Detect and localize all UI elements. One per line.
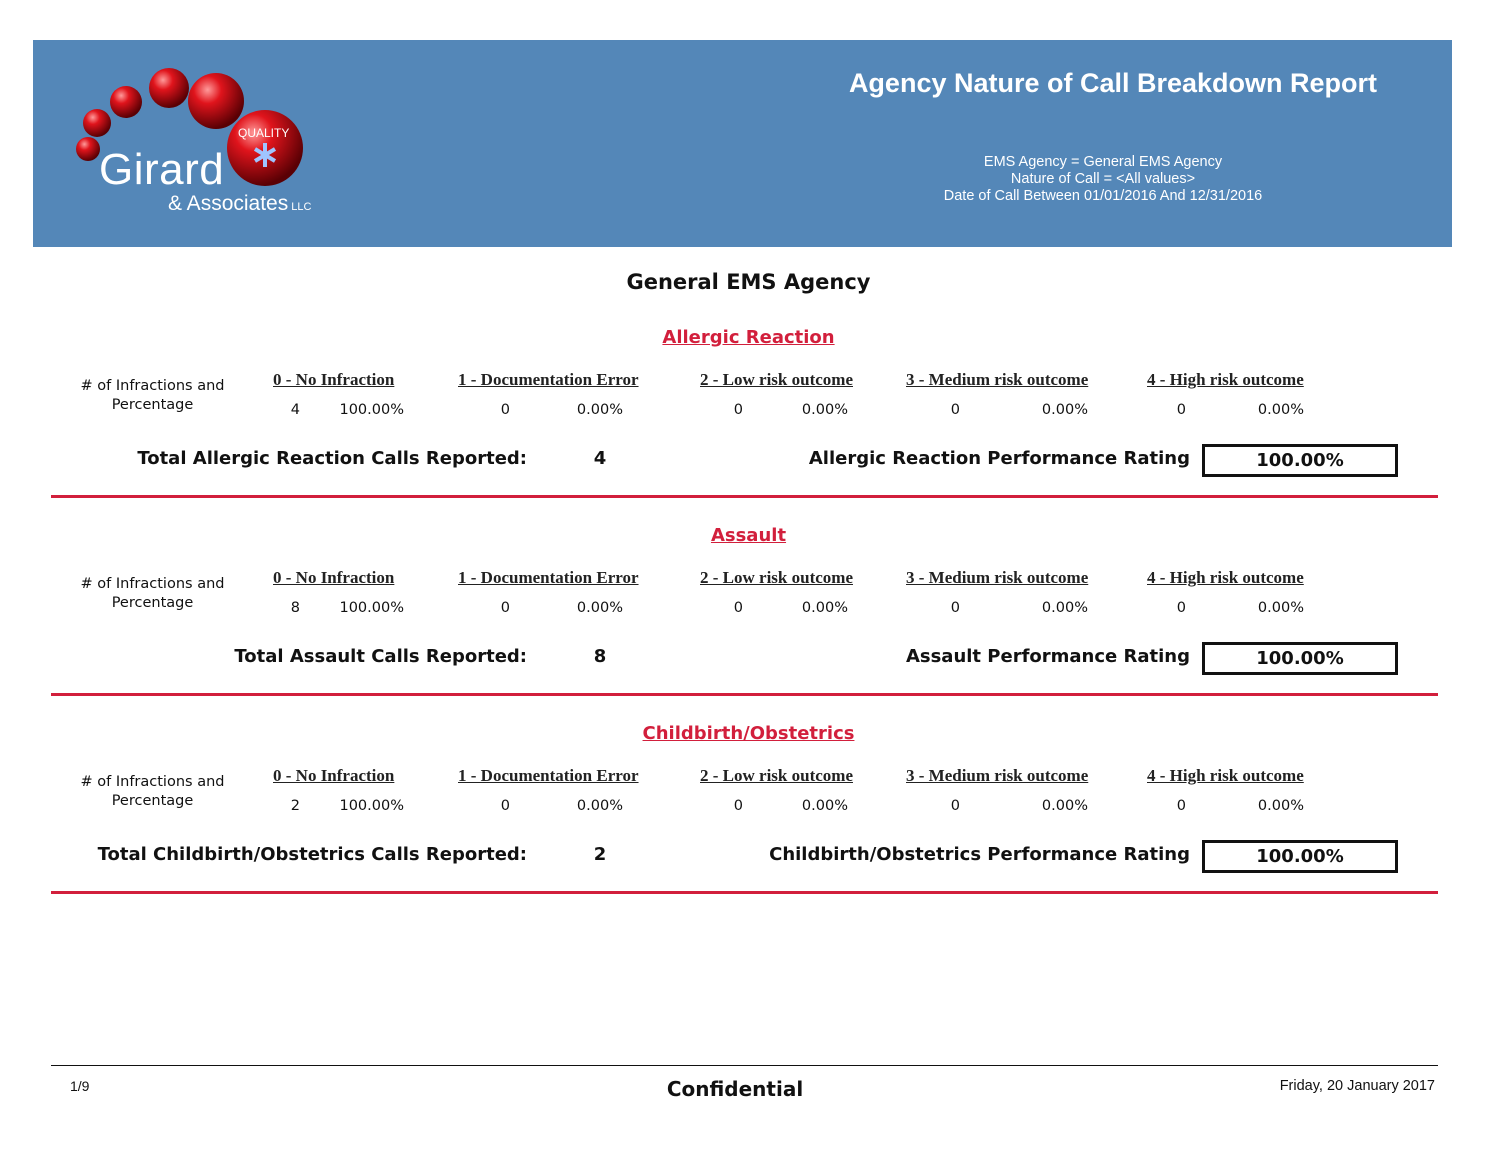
performance-rating-label: Assault Performance Rating: [905, 646, 1190, 667]
column-header: 4 - High risk outcome: [1147, 370, 1304, 389]
infraction-percent: 0.00%: [1257, 798, 1304, 814]
infraction-count: 0: [733, 402, 743, 418]
total-calls-value: 2: [593, 844, 607, 865]
infraction-count: 0: [1176, 600, 1186, 616]
company-logo: [33, 40, 363, 247]
total-calls-value: 4: [593, 448, 607, 469]
column-header: 1 - Documentation Error: [458, 766, 639, 785]
infraction-percent: 0.00%: [1257, 600, 1304, 616]
report-header-banner: [33, 40, 1452, 247]
infraction-count: 2: [290, 798, 300, 814]
infraction-percent: 100.00%: [339, 402, 404, 418]
infraction-count: 0: [1176, 402, 1186, 418]
filter-agency: EMS Agency = General EMS Agency: [983, 154, 1223, 170]
column-header: 3 - Medium risk outcome: [906, 766, 1089, 785]
infraction-count: 8: [290, 600, 300, 616]
report-title: Agency Nature of Call Breakdown Report: [848, 68, 1378, 98]
column-header: 2 - Low risk outcome: [700, 568, 853, 587]
infractions-label: # of Infractions and Percentage: [80, 576, 225, 611]
infraction-percent: 0.00%: [801, 402, 848, 418]
infraction-percent: 0.00%: [1041, 798, 1088, 814]
performance-rating-label: Allergic Reaction Performance Rating: [808, 448, 1190, 469]
column-header: 2 - Low risk outcome: [700, 370, 853, 389]
infraction-count: 0: [500, 402, 510, 418]
column-header: 0 - No Infraction: [273, 766, 395, 785]
report-date: Friday, 20 January 2017: [1279, 1078, 1435, 1094]
section-title: Assault: [710, 525, 787, 546]
infractions-label: # of Infractions and Percentage: [80, 774, 225, 809]
infraction-percent: 0.00%: [576, 600, 623, 616]
column-header: 1 - Documentation Error: [458, 370, 639, 389]
infraction-count: 0: [1176, 798, 1186, 814]
column-header: 4 - High risk outcome: [1147, 568, 1304, 587]
call-type-section: [0, 723, 1485, 923]
logo-wordmark: Girard: [99, 145, 225, 194]
logo-quality-text: QUALITY: [238, 126, 290, 140]
filter-date: Date of Call Between 01/01/2016 And 12/31/2016: [943, 188, 1263, 204]
infraction-count: 0: [500, 600, 510, 616]
section-title: Childbirth/Obstetrics: [642, 723, 855, 744]
performance-rating-value: 100.00%: [1202, 642, 1398, 675]
total-calls-label: Total Allergic Reaction Calls Reported:: [137, 448, 527, 469]
infraction-count: 4: [290, 402, 300, 418]
performance-rating-value: 100.00%: [1202, 444, 1398, 477]
infraction-count: 0: [733, 600, 743, 616]
footer-divider: [51, 1065, 1438, 1066]
infraction-count: 0: [950, 402, 960, 418]
infraction-percent: 0.00%: [576, 798, 623, 814]
column-header: 1 - Documentation Error: [458, 568, 639, 587]
infraction-count: 0: [500, 798, 510, 814]
page-number: 1/9: [70, 1078, 90, 1094]
total-calls-value: 8: [593, 646, 607, 667]
infraction-percent: 100.00%: [339, 600, 404, 616]
column-header: 3 - Medium risk outcome: [906, 568, 1089, 587]
infraction-percent: 0.00%: [1257, 402, 1304, 418]
logo-subtitle: & Associates LLC: [168, 192, 312, 215]
infraction-percent: 0.00%: [801, 798, 848, 814]
infraction-percent: 100.00%: [339, 798, 404, 814]
column-header: 3 - Medium risk outcome: [906, 370, 1089, 389]
report-filters: [853, 154, 1353, 205]
infraction-count: 0: [950, 600, 960, 616]
confidential-label: Confidential: [666, 1077, 804, 1101]
column-header: 0 - No Infraction: [273, 568, 395, 587]
section-divider: [51, 495, 1438, 498]
call-type-section: [0, 327, 1485, 527]
infraction-percent: 0.00%: [576, 402, 623, 418]
infractions-label: # of Infractions and Percentage: [80, 378, 225, 413]
column-header: 0 - No Infraction: [273, 370, 395, 389]
section-title: Allergic Reaction: [662, 327, 835, 348]
total-calls-label: Total Childbirth/Obstetrics Calls Reported:: [97, 844, 527, 865]
infraction-percent: 0.00%: [1041, 402, 1088, 418]
infraction-percent: 0.00%: [1041, 600, 1088, 616]
infraction-count: 0: [733, 798, 743, 814]
column-header: 4 - High risk outcome: [1147, 766, 1304, 785]
infraction-percent: 0.00%: [801, 600, 848, 616]
agency-name: General EMS Agency: [626, 270, 871, 294]
performance-rating-value: 100.00%: [1202, 840, 1398, 873]
infraction-count: 0: [950, 798, 960, 814]
column-header: 2 - Low risk outcome: [700, 766, 853, 785]
section-divider: [51, 693, 1438, 696]
total-calls-label: Total Assault Calls Reported:: [234, 646, 527, 667]
call-type-section: [0, 525, 1485, 725]
filter-nature: Nature of Call = <All values>: [1010, 171, 1196, 187]
section-divider: [51, 891, 1438, 894]
performance-rating-label: Childbirth/Obstetrics Performance Rating: [769, 844, 1190, 865]
